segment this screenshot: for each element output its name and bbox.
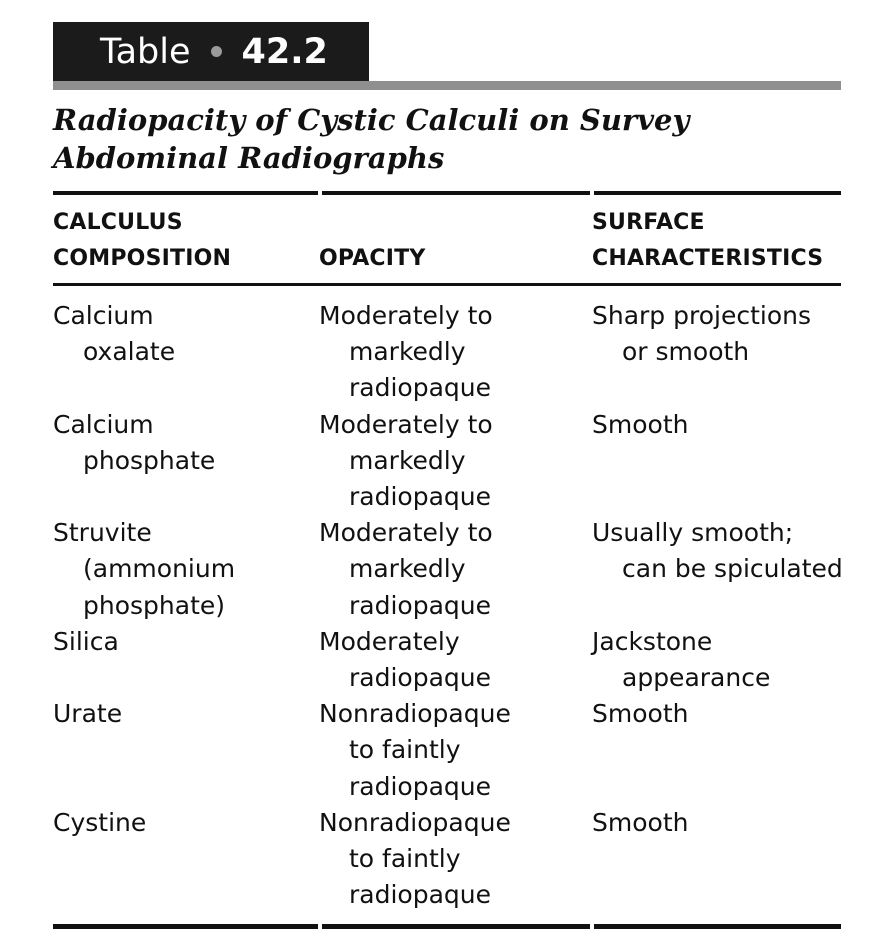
table-number: 42.2 bbox=[241, 31, 328, 72]
opacity-cell: Moderately to markedly radiopaque bbox=[319, 301, 493, 403]
surface-cell: Jackstone appearance bbox=[592, 626, 771, 693]
surface-cell: Sharp projections or smooth bbox=[592, 301, 812, 367]
surface-cell: Usually smooth; can be spiculated bbox=[592, 518, 843, 584]
column-gap-mark bbox=[590, 920, 594, 932]
surface-cell: Smooth bbox=[592, 807, 689, 837]
header-divider-bar bbox=[53, 81, 841, 90]
table-row bbox=[53, 805, 853, 914]
top-rule bbox=[53, 191, 841, 195]
composition-cell: Calcium oxalate bbox=[53, 301, 176, 367]
opacity-cell: Moderately radiopaque bbox=[319, 626, 491, 693]
composition-cell: Cystine bbox=[53, 807, 147, 837]
composition-cell: Urate bbox=[53, 699, 123, 729]
table-row bbox=[53, 515, 853, 624]
bottom-rule bbox=[53, 924, 841, 929]
column-gap-mark bbox=[318, 920, 322, 932]
bullet-dot-icon bbox=[211, 46, 222, 57]
column-gap-mark bbox=[318, 188, 322, 198]
table-row bbox=[53, 407, 853, 516]
table-row bbox=[53, 298, 853, 407]
table-label-word: Table bbox=[100, 31, 191, 72]
composition-cell: Struvite (ammonium phosphate) bbox=[53, 518, 236, 620]
opacity-cell: Moderately to markedly radiopaque bbox=[319, 409, 493, 512]
column-gap-mark bbox=[590, 188, 594, 198]
header-opacity: OPACITY bbox=[319, 246, 426, 271]
table-label bbox=[53, 22, 369, 81]
table-title: Radiopacity of Cystic Calculi on Survey Abdominal Radiographs bbox=[53, 103, 690, 175]
opacity-cell: Moderately to markedly radiopaque bbox=[319, 518, 493, 620]
surface-cell: Smooth bbox=[592, 409, 689, 439]
opacity-cell: Nonradiopaque to faintly radiopaque bbox=[319, 699, 511, 801]
table-body bbox=[53, 298, 853, 913]
opacity-cell: Nonradiopaque to faintly radiopaque bbox=[319, 807, 511, 910]
table-row bbox=[53, 624, 853, 696]
header-rule bbox=[53, 283, 841, 286]
composition-cell: Silica bbox=[53, 626, 119, 656]
header-surface: SURFACE CHARACTERISTICS bbox=[592, 210, 824, 271]
table-row bbox=[53, 696, 853, 805]
surface-cell: Smooth bbox=[592, 699, 689, 729]
header-composition: CALCULUS COMPOSITION bbox=[53, 210, 232, 271]
composition-cell: Calcium phosphate bbox=[53, 409, 216, 475]
